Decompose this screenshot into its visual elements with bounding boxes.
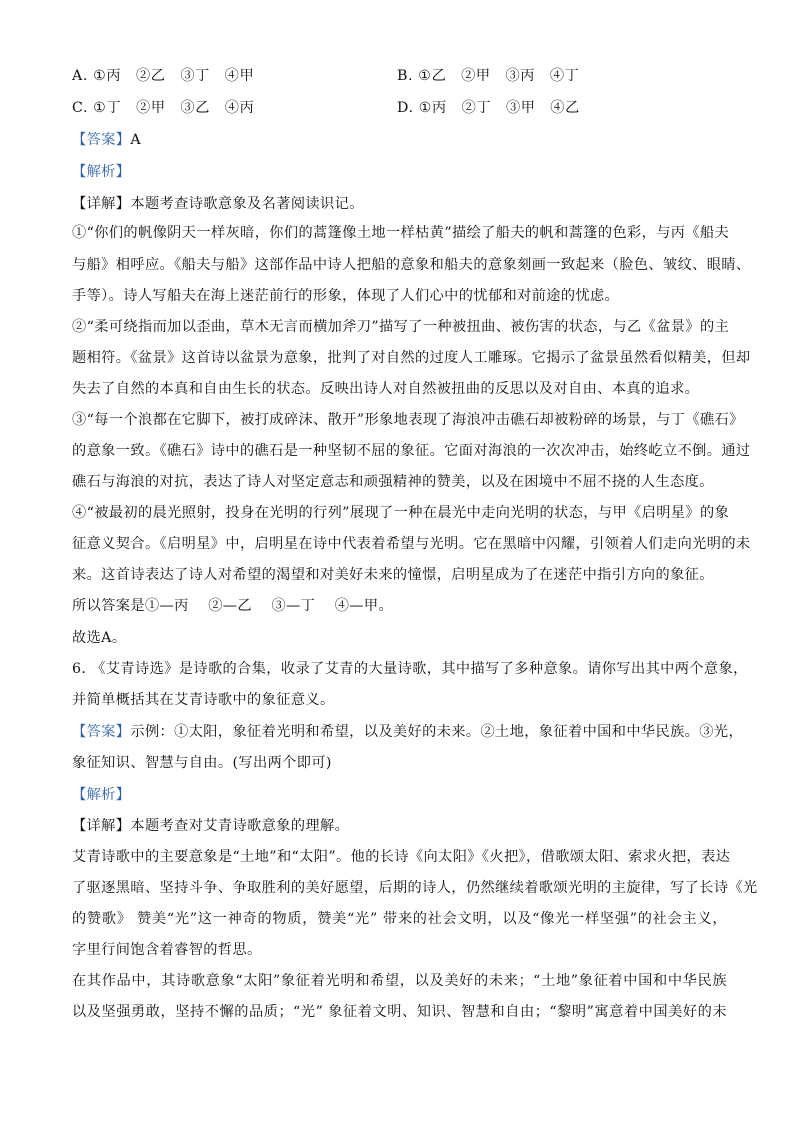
q6-line: 字里行间饱含着睿智的哲思。	[72, 942, 262, 958]
option-a: A. ①丙 ②乙 ③丁 ④甲	[72, 68, 255, 84]
q5-line: ④“被最初的晨光照射，投身在光明的行列”展现了一种在晨光中走向光明的状态，与甲《启明星》的象	[72, 505, 730, 521]
detail-tag: 【详解】	[72, 196, 131, 212]
q5-line: 征意义契合。《启明星》中，启明星在诗中代表着希望与光明。它在黑暗中闪耀，引领着人们走向光明的未	[72, 536, 751, 552]
detail-text: 本题考查对艾青诗歌意象的理解。	[130, 818, 350, 834]
q5-line: 失去了自然的本真和自由生长的状态。反映出诗人对自然被扭曲的反思以及对自由、本真的追求。	[72, 381, 700, 397]
detail-text: 本题考查诗歌意象及名著阅读识记。	[130, 196, 364, 212]
q5-line: ①“你们的帆像阴天一样灰暗，你们的蒿篷像土地一样枯黄”描绘了船夫的帆和蒿篷的色彩，与丙《船夫	[72, 225, 730, 241]
q6-question-line: 6. 《艾青诗选》是诗歌的合集，收录了艾青的大量诗歌，其中描写了多种意象。请你写出其中两个意象，	[72, 661, 748, 677]
option-d: D. ①丙 ②丁 ③甲 ④乙	[397, 100, 580, 116]
q6-analysis-tag: 【解析】	[72, 787, 131, 803]
q5-choice: 故选A。	[72, 630, 127, 646]
q6-line: 以及坚强勇敢，坚持不懈的品质；“光” 象征着文明、知识、智慧和自由；“黎明”寓意着中国美好的未	[72, 1004, 727, 1020]
q6-question-line: 并简单概括其在艾青诗歌中的象征意义。	[72, 692, 335, 708]
q5-line: 题相符。《盆景》这首诗以盆景为意象，批判了对自然的过度人工雕琢。它揭示了盆景虽然看似精美，但却	[72, 350, 751, 366]
answer-tag: 【答案】	[72, 132, 131, 148]
option-c: C. ①丁 ②甲 ③乙 ④丙	[72, 100, 255, 116]
detail-tag: 【详解】	[72, 818, 131, 834]
q6-line: 在其作品中，其诗歌意象“太阳”象征着光明和希望，以及美好的未来；“土地”象征着中国和中华民族	[72, 973, 727, 989]
q5-line: ③“每一个浪都在它脚下，被打成碎沫、散开”形象地表现了海浪冲击礁石却被粉碎的场景，与丁《礁石》	[72, 412, 744, 428]
q6-line: 了驱逐黑暗、坚持斗争、争取胜利的美好愿望，后期的诗人，仍然继续着歌颂光明的主旋律，写了长诗《光	[72, 880, 758, 896]
q5-line: 手等）。诗人写船夫在海上迷茫前行的形象，体现了人们心中的忧郁和对前途的忧虑。	[72, 288, 620, 304]
q6-line: 的赞歌》 赞美“光”这一神奇的物质，赞美“光” 带来的社会文明，以及“像光一样坚强”的社会主义，	[72, 911, 727, 927]
answer-text: 示例：①太阳，象征着光明和希望，以及美好的未来。②土地，象征着中国和中华民族。③光，	[130, 724, 744, 740]
q5-line: 的意象一致。《礁石》诗中的礁石是一种坚韧不屈的象征。它面对海浪的一次次冲击，始终屹立不倒。通过	[72, 443, 751, 459]
q5-detail	[72, 194, 364, 214]
q6-detail	[72, 816, 349, 836]
q5-answer	[72, 130, 141, 150]
q6-answer-line: 象征知识、智慧与自由。(写出两个即可)	[72, 755, 332, 771]
q5-line: ②“柔可绕指而加以歪曲，草木无言而横加斧刀”描写了一种被扭曲、被伤害的状态，与乙《盆景》的主	[72, 319, 730, 335]
q5-line: 来。这首诗表达了诗人对希望的渴望和对美好未来的憧憬，启明星成为了在迷茫中指引方向的象征。	[72, 567, 714, 583]
q6-answer-line	[72, 722, 743, 742]
q5-analysis-tag: 【解析】	[72, 164, 131, 180]
q5-summary: 所以答案是①—丙 ②—乙 ③—丁 ④—甲。	[72, 598, 394, 614]
q5-line: 与船》相呼应。《船夫与船》这部作品中诗人把船的意象和船夫的意象刻画一致起来（脸色、皱纹、眼睛、	[72, 257, 751, 273]
answer-tag: 【答案】	[72, 724, 131, 740]
q6-line: 艾青诗歌中的主要意象是“土地”和“太阳”。他的长诗《向太阳》《火把》，借歌颂太阳、索求火把，表达	[72, 849, 731, 865]
q5-line: 礁石与海浪的对抗，表达了诗人对坚定意志和顽强精神的赞美，以及在困境中不屈不挠的人生态度。	[72, 474, 714, 490]
option-b: B. ①乙 ②甲 ③丙 ④丁	[397, 68, 580, 84]
answer-value: A	[130, 132, 142, 148]
